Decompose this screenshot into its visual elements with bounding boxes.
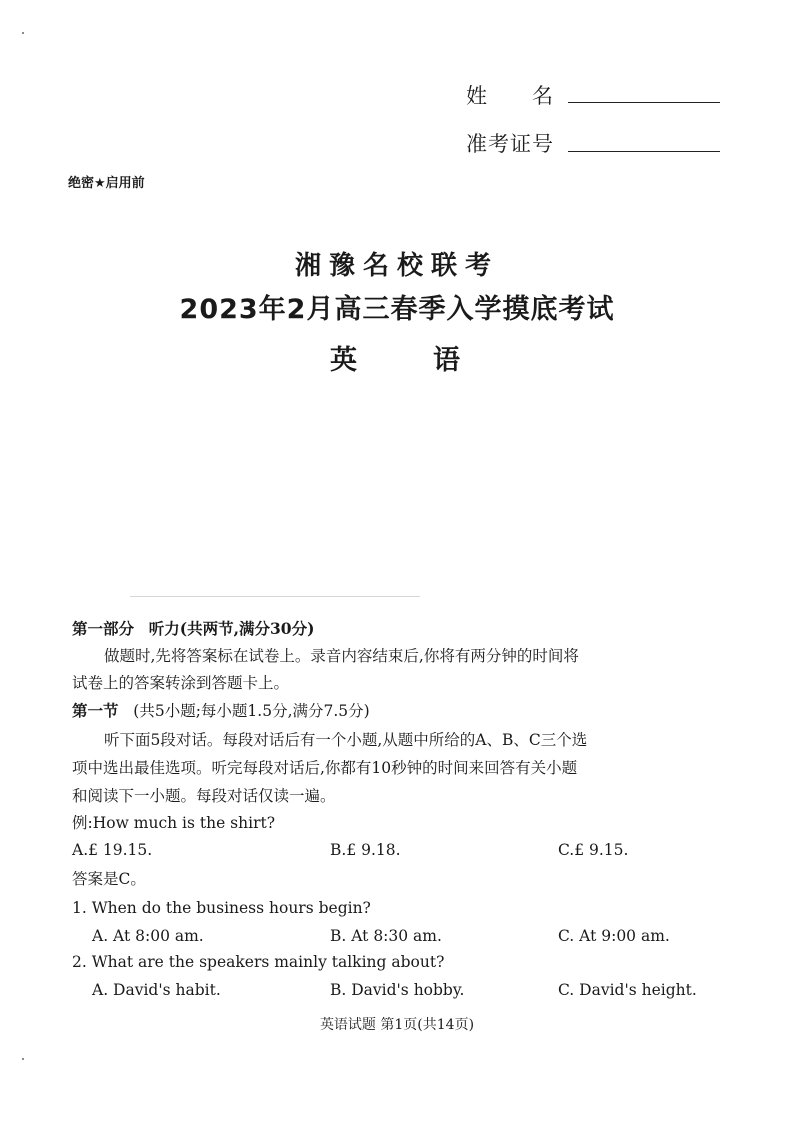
question-1: 1. When do the business hours begin? — [72, 899, 371, 917]
section1-instruction-line1: 听下面5段对话。每段对话后有一个小题,从题中所给的A、B、C三个选 — [104, 731, 588, 749]
confidential-mark: 绝密★启用前 — [68, 176, 145, 191]
name-blank — [568, 102, 720, 103]
example-option-b: B.£ 9.18. — [330, 841, 401, 859]
scan-artifact — [130, 596, 420, 597]
question-1-option-c: C. At 9:00 am. — [558, 927, 670, 945]
question-2: 2. What are the speakers mainly talking about? — [72, 953, 445, 971]
example-answer: 答案是C。 — [72, 870, 146, 888]
part1-heading-label: 第一部分 — [72, 619, 135, 638]
example-option-c: C.£ 9.15. — [558, 841, 629, 859]
exam-id-blank — [568, 151, 720, 152]
part1-heading — [72, 621, 314, 638]
section1-heading — [72, 703, 370, 720]
section1-instruction-line2: 项中选出最佳选项。听完每段对话后,你都有10秒钟的时间来回答有关小题 — [72, 759, 578, 777]
question-1-option-b: B. At 8:30 am. — [330, 927, 442, 945]
question-2-option-b: B. David's hobby. — [330, 981, 465, 999]
question-1-option-a: A. At 8:00 am. — [92, 927, 204, 945]
subject-char-2: 语 — [433, 345, 460, 376]
part1-heading-rest: 听力(共两节,满分30分) — [148, 619, 315, 638]
exam-name-title: 2023年2月高三春季入学摸底考试 — [179, 294, 615, 325]
exam-id-label: 准考证号 — [466, 132, 554, 156]
example-question: 例:How much is the shirt? — [72, 814, 276, 832]
scan-speck — [22, 32, 24, 34]
page-footer: 英语试题 第1页(共14页) — [319, 1017, 475, 1033]
example-option-a: A.£ 19.15. — [72, 841, 153, 859]
subject-char-1: 英 — [330, 345, 357, 376]
section1-heading-rest: (共5小题;每小题1.5分,满分7.5分) — [133, 702, 370, 720]
section1-instruction-line3: 和阅读下一小题。每段对话仅读一遍。 — [72, 787, 336, 805]
name-label: 姓 名 — [466, 84, 554, 108]
question-2-option-a: A. David's habit. — [92, 981, 221, 999]
part1-instruction-line2: 试卷上的答案转涂到答题卡上。 — [72, 674, 290, 692]
part1-instruction-line1: 做题时,先将答案标在试卷上。录音内容结束后,你将有两分钟的时间将 — [104, 647, 579, 665]
scan-speck — [22, 1058, 24, 1060]
question-2-option-c: C. David's height. — [558, 981, 697, 999]
exam-org-title: 湘豫名校联考 — [294, 251, 499, 281]
section1-heading-label: 第一节 — [72, 701, 119, 720]
